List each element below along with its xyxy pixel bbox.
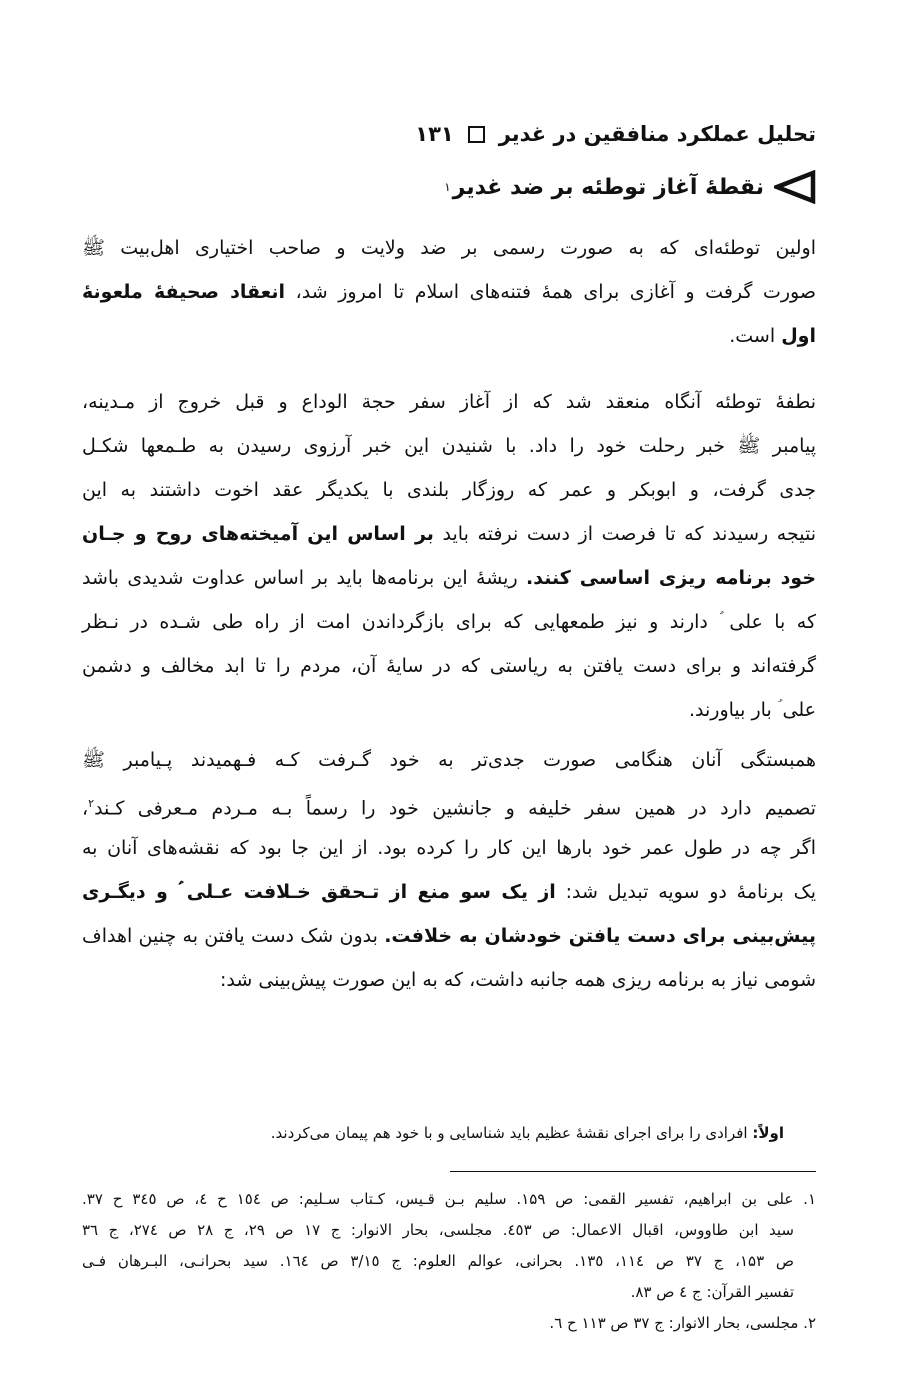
bold-phrase: از یک سو منع از تـحقق خـلافت عـلی ؑ و دیگـری xyxy=(82,881,556,903)
text-line: پیامبر ﷺ خبر رحلت خود را داد. با شنیدن این خبر آرزوی رسیدن به طـمعها شکـل xyxy=(82,435,816,457)
text-line: اول است. xyxy=(729,325,816,347)
footnote-line: ص ۱۵۳، ج ۳۷ ص ١١٤، ١٣٥. بحرانی، عوالم العلوم: ج ٣/١٥ ص ١٦٤. سید بحرانـی، البـرهان فـی xyxy=(82,1252,795,1270)
footnote-divider xyxy=(450,1171,816,1172)
text-line: نطفهٔ توطئه آنگاه منعقد شد که از آغاز سفر حجة الوداع و قبل خروج از مـدینه، xyxy=(82,391,816,413)
bold-phrase: پیش‌بینی برای دست یافتن خودشان به خلافت. xyxy=(384,925,817,947)
footnotes xyxy=(82,1184,816,1339)
text-line: صورت گرفت و آغازی برای همهٔ فتنه‌های اسلام تا امروز شد، انعقاد صحیفهٔ ملعونهٔ xyxy=(82,281,817,303)
text-line: شومی نیاز به برنامه ریزی همه جانبه داشت، که به این صورت پیش‌بینی شد: xyxy=(219,969,816,991)
text-line: تصمیم دارد در همین سفر خلیفه و جانشین خود را رسماً بـه مـردم مـعرفی کـند$^۲$، xyxy=(82,797,816,820)
running-header xyxy=(84,114,816,154)
paragraph-3 xyxy=(82,738,816,1002)
paragraph-1 xyxy=(82,226,816,358)
heading-text: نقطهٔ آغاز توطئه بر ضد غدیر xyxy=(452,174,764,200)
text-line: پیش‌بینی برای دست یافتن خودشان به خلافت. بدون شک دست یافتن به چنین اهداف xyxy=(82,925,817,947)
note-label: اولاً: xyxy=(752,1124,784,1142)
heading-footnote-ref: ۱ xyxy=(444,180,451,194)
text-line: گرفته‌اند و برای دست یافتن به ریاستی که در سایهٔ آن، مردم را تا ابد مخالف و دشمن xyxy=(82,655,816,677)
text-line: اگر چه در طول عمر خود بارها این کار را کرده بود. از این جا بود که نقشه‌های آنان به xyxy=(82,837,816,859)
text-line: علی ؑ بار بیاورند. xyxy=(688,699,816,721)
text-line: اولین توطئه‌ای که به صورت رسمی بر ضد ولایت و صاحب اختیاری اهل‌بیت ﷺ xyxy=(82,237,816,259)
bold-phrase: انعقاد صحیفهٔ ملعونهٔ xyxy=(82,281,286,303)
text-line: جدی گرفت، و ابوبکر و عمر که روزگار بلندی با یکدیگر عقد اخوت داشتند به این xyxy=(82,479,816,501)
square-separator-icon xyxy=(468,126,485,143)
footnote-line: ۱. علی بن ابراهیم، تفسیر القمی: ص ۱۵۹. سلیم بـن قـیس، کـتاب سـلیم: ص ١٥٤ ح ٤، ص ٣٤٥ ح ٣٧. xyxy=(82,1190,816,1208)
footnote-line: تفسیر القرآن: ج ٤ ص ۸۳. xyxy=(630,1283,794,1301)
bold-phrase: اول xyxy=(781,325,816,347)
paragraph-2 xyxy=(82,380,816,732)
section-heading xyxy=(84,170,816,204)
indented-note xyxy=(84,1118,784,1148)
header-title: تحلیل عملکرد منافقین در غدیر xyxy=(498,122,816,146)
text-line: که با علی ؑ دارند و نیز طمعهایی که برای بازگرداندن امت از راه طی شـده در نـظر xyxy=(82,611,816,633)
footnote-ref: ۲ xyxy=(88,797,95,810)
footnote-line: ۲. مجلسی، بحار الانوار: ج ۳۷ ص ۱۱۳ ح ٦. xyxy=(549,1314,816,1332)
page-number: ۱۳۱ xyxy=(415,122,454,146)
text-line: نتیجه رسیدند که تا فرصت از دست نرفته باید بر اساس این آمیخته‌های روح و جـان xyxy=(82,523,817,545)
text-line: خود برنامه ریزی اساسی کنند. ریشهٔ این برنامه‌ها باید بر اساس عداوت شدیدی باشد xyxy=(82,567,817,589)
text-line: یک برنامهٔ دو سویه تبدیل شد: از یک سو منع از تـحقق خـلافت عـلی ؑ و دیگـری xyxy=(82,881,816,903)
footnote-line: سید ابن طاووس، اقبال الاعمال: ص ٤٥٣. مجلسی، بحار الانوار: ج ۱۷ ص ۲۹، ج ۲۸ ص ۲۷٤، ج ٣٦ xyxy=(82,1221,794,1239)
note-text: افرادی را برای اجرای نقشهٔ عظیم باید شناسایی و با خود هم پیمان می‌کردند. xyxy=(270,1124,748,1142)
text-line: همبستگی آنان هنگامی صورت جدی‌تر به خود گـرفت کـه فـهمیدند پـیامبر ﷺ xyxy=(82,749,816,771)
triangle-bullet-icon xyxy=(774,170,816,204)
bold-phrase: خود برنامه ریزی اساسی کنند. xyxy=(526,567,817,589)
bold-phrase: بر اساس این آمیخته‌های روح و جـان xyxy=(82,523,434,545)
